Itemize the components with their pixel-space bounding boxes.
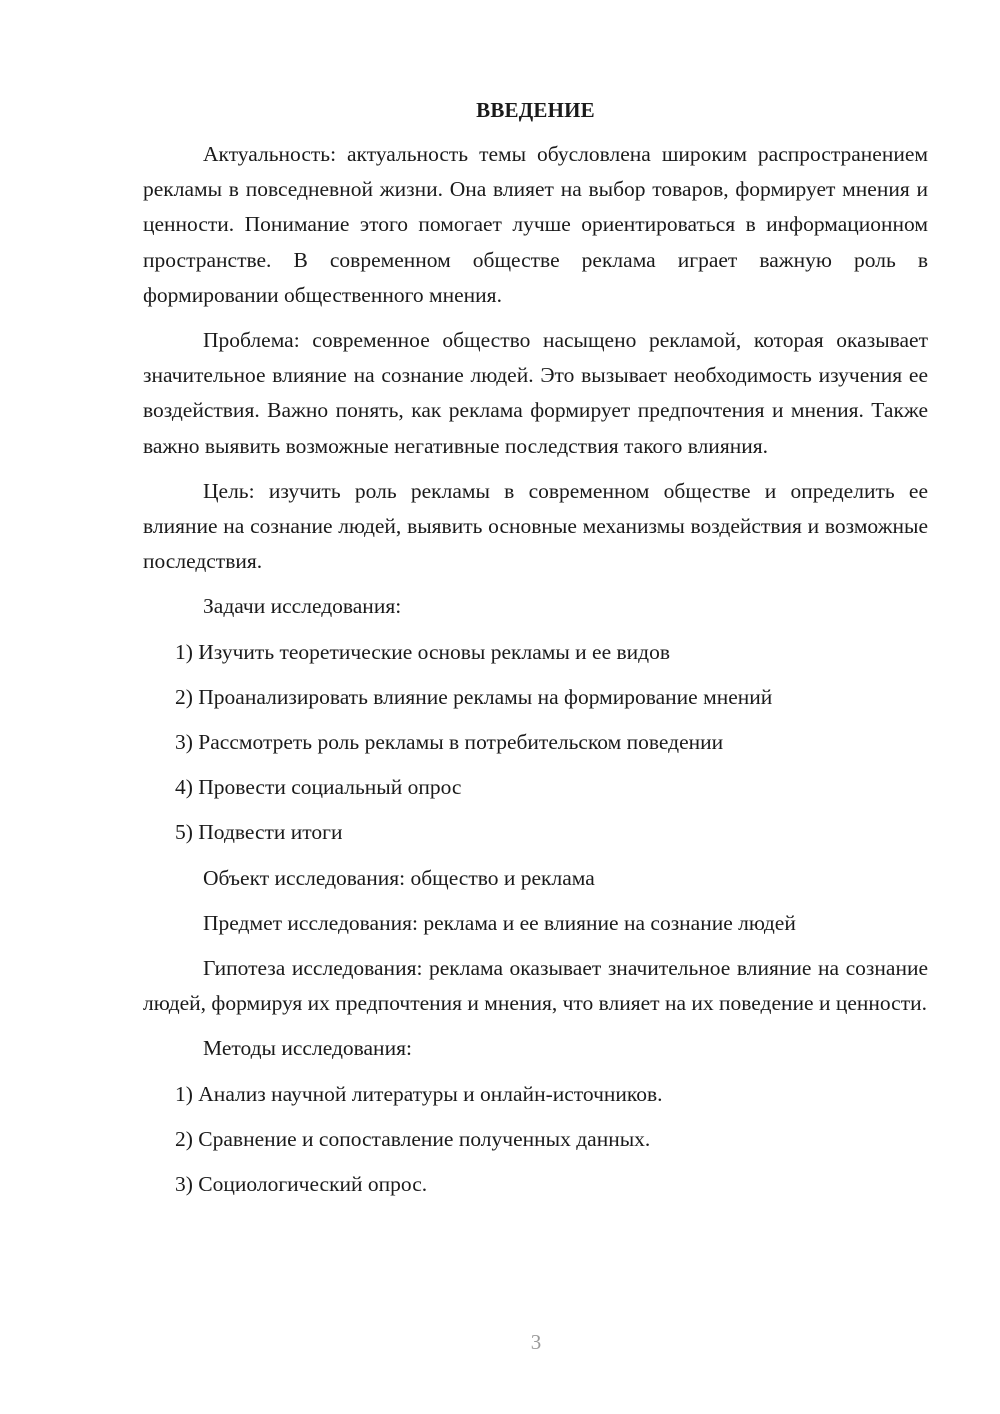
research-object: Объект исследования: общество и реклама <box>203 865 595 890</box>
task-item: 1) Изучить теоретические основы рекламы и ее видов <box>175 639 671 664</box>
methods-heading: Методы исследования: <box>203 1036 412 1061</box>
task-item: 2) Проанализировать влияние рекламы на формирование мнений <box>175 684 773 709</box>
method-item: 3) Социологический опрос. <box>175 1172 428 1197</box>
document-page <box>143 95 928 1202</box>
task-item: 5) Подвести итоги <box>175 820 343 845</box>
method-item: 1) Анализ научной литературы и онлайн-источников. <box>175 1081 663 1106</box>
task-item: 4) Провести социальный опрос <box>175 775 462 800</box>
page-number: 3 <box>530 1330 542 1354</box>
task-item: 3) Рассмотреть роль рекламы в потребительском поведении <box>175 730 724 755</box>
document-title: ВВЕДЕНИЕ <box>476 98 595 122</box>
tasks-heading: Задачи исследования: <box>203 594 402 619</box>
paragraph-problem: Проблема: современное общество насыщено рекламой, которая оказывает значительное влияние на сознание людей. Это вызывает необходимость изучения ее воздействия. Важно понять, как реклама формирует предпочтения и мнения. Также важно выявить возможные негативные последствия такого влияния. <box>143 328 928 458</box>
paragraph-relevance: Актуальность: актуальность темы обусловлена широким распространением рекламы в повседневной жизни. Она влияет на выбор товаров, формирует мнения и ценности. Понимание этого помогает лучше ориентироваться в информационном пространстве. В современном обществе реклама играет важную роль в формировании общественного мнения. <box>143 142 928 307</box>
paragraph-goal: Цель: изучить роль рекламы в современном обществе и определить ее влияние на сознание людей, выявить основные механизмы воздействия и возможные последствия. <box>143 478 928 574</box>
research-subject: Предмет исследования: реклама и ее влияние на сознание людей <box>203 910 796 935</box>
paragraph-hypothesis: Гипотеза исследования: реклама оказывает значительное влияние на сознание людей, формируя их предпочтения и мнения, что влияет на их поведение и ценности. <box>143 956 928 1016</box>
method-item: 2) Сравнение и сопоставление полученных данных. <box>175 1126 651 1151</box>
